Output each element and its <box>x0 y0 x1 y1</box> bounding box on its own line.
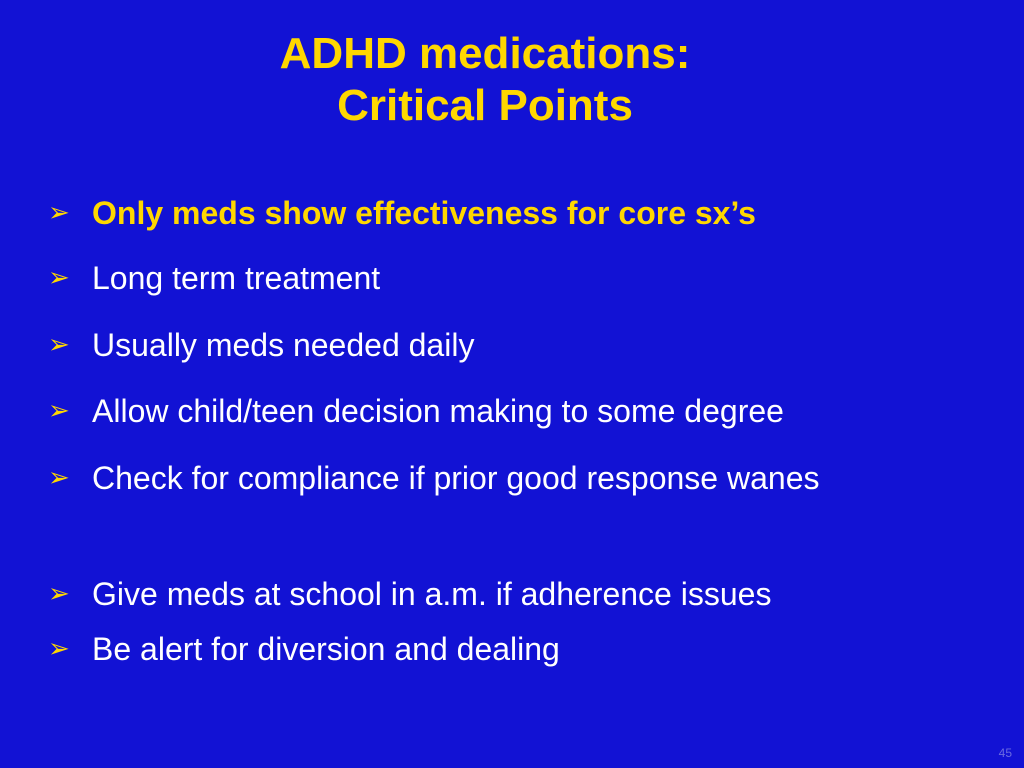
bullet-item-7 <box>48 626 1008 672</box>
bullet-item-5 <box>48 455 888 501</box>
bullet-text-5: Check for compliance if prior good response wanes <box>92 460 820 496</box>
arrow-bullet-icon: ➢ <box>48 579 70 609</box>
bullet-text-2: Long term treatment <box>92 260 381 296</box>
arrow-bullet-icon: ➢ <box>48 463 70 493</box>
arrow-bullet-icon: ➢ <box>48 263 70 293</box>
arrow-bullet-icon: ➢ <box>48 330 70 360</box>
bullet-item-1 <box>48 190 1008 236</box>
title-line-2: Critical Points <box>337 81 633 130</box>
slide-title <box>0 28 970 132</box>
bullet-item-2 <box>48 255 1008 301</box>
bullet-text-6: Give meds at school in a.m. if adherence issues <box>92 576 772 612</box>
arrow-bullet-icon: ➢ <box>48 634 70 664</box>
bullet-text-4: Allow child/teen decision making to some degree <box>92 393 784 429</box>
bullet-item-4 <box>48 388 1008 434</box>
arrow-bullet-icon: ➢ <box>48 396 70 426</box>
bullet-text-1: Only meds show effectiveness for core sx’s <box>92 195 756 231</box>
bullet-text-7: Be alert for diversion and dealing <box>92 631 560 667</box>
bullet-item-3 <box>48 322 1008 368</box>
title-line-1: ADHD medications: <box>279 29 691 78</box>
page-number: 45 <box>998 746 1012 760</box>
bullet-text-3: Usually meds needed daily <box>92 327 475 363</box>
arrow-bullet-icon: ➢ <box>48 198 70 228</box>
bullet-item-6 <box>48 571 1008 617</box>
